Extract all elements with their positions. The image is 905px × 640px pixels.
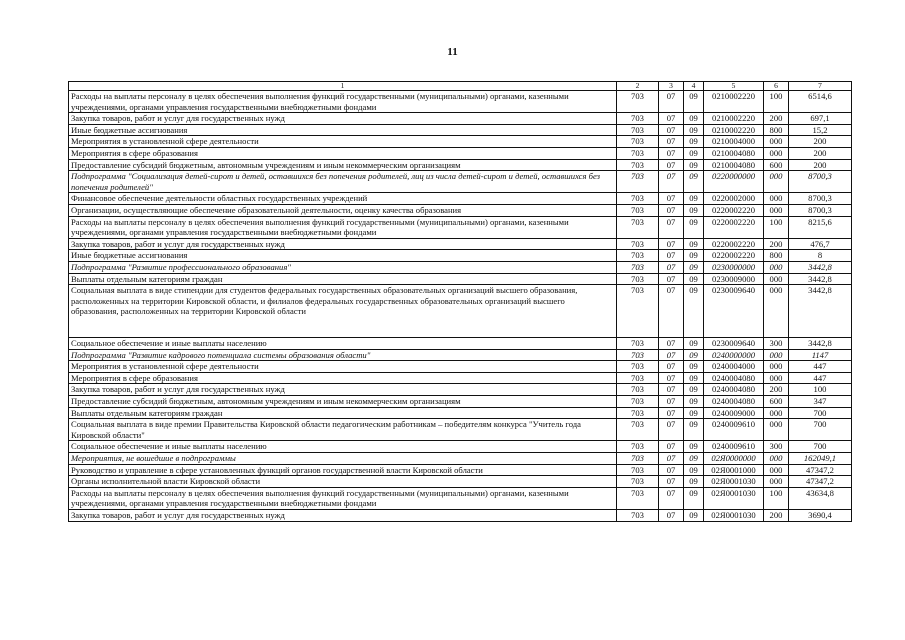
row-expense-type-cell: 200 (764, 238, 789, 250)
header-cell: 4 (684, 82, 704, 91)
row-target-article-cell: 02Я0001030 (704, 476, 764, 488)
row-name-cell: Руководство и управление в сфере установленных функций органов государственной власти Кировской области (69, 464, 617, 476)
row-target-article-cell: 02Я0001030 (704, 487, 764, 509)
table-row (69, 338, 852, 350)
row-section-cell: 07 (659, 476, 684, 488)
row-expense-type-cell: 800 (764, 250, 789, 262)
row-grbs-cell: 703 (617, 193, 659, 205)
row-target-article-cell: 0240009610 (704, 441, 764, 453)
row-subsection-cell: 09 (684, 273, 704, 285)
row-expense-type-cell: 000 (764, 372, 789, 384)
row-amount-cell: 1147 (789, 349, 852, 361)
row-section-cell: 07 (659, 238, 684, 250)
row-section-cell: 07 (659, 124, 684, 136)
row-section-cell: 07 (659, 407, 684, 419)
row-expense-type-cell: 200 (764, 113, 789, 125)
table-row (69, 476, 852, 488)
row-expense-type-cell: 000 (764, 419, 789, 441)
row-amount-cell: 697,1 (789, 113, 852, 125)
row-expense-type-cell: 000 (764, 361, 789, 373)
row-grbs-cell: 703 (617, 453, 659, 465)
row-grbs-cell: 703 (617, 204, 659, 216)
row-expense-type-cell: 000 (764, 261, 789, 273)
header-cell: 6 (764, 82, 789, 91)
row-grbs-cell: 703 (617, 487, 659, 509)
row-target-article-cell: 0220000000 (704, 171, 764, 193)
row-expense-type-cell: 100 (764, 91, 789, 113)
row-name-cell: Организации, осуществляющие обеспечение образовательной деятельности, оценку качества образования (69, 204, 617, 216)
row-target-article-cell: 0240004000 (704, 361, 764, 373)
row-amount-cell: 3442,8 (789, 273, 852, 285)
row-amount-cell: 3442,8 (789, 261, 852, 273)
row-subsection-cell: 09 (684, 349, 704, 361)
table-row (69, 171, 852, 193)
row-grbs-cell: 703 (617, 384, 659, 396)
table-row (69, 487, 852, 509)
row-name-cell: Выплаты отдельным категориям граждан (69, 407, 617, 419)
row-name-cell: Предоставление субсидий бюджетным, автономным учреждениям и иным некоммерческим организациям (69, 396, 617, 408)
row-target-article-cell: 0230000000 (704, 261, 764, 273)
table-row (69, 204, 852, 216)
row-grbs-cell: 703 (617, 441, 659, 453)
row-grbs-cell: 703 (617, 171, 659, 193)
row-amount-cell: 3442,8 (789, 285, 852, 338)
row-grbs-cell: 703 (617, 510, 659, 522)
row-subsection-cell: 09 (684, 285, 704, 338)
row-expense-type-cell: 000 (764, 147, 789, 159)
table-row (69, 396, 852, 408)
row-target-article-cell: 0230009640 (704, 338, 764, 350)
row-name-cell: Закупка товаров, работ и услуг для государственных нужд (69, 238, 617, 250)
row-name-cell: Социальная выплата в виде стипендии для студентов федеральных государственных образовательных организаций высшего образования, расположенных на территории Кировской области, и филиалов федеральных государственных образовательных организаций высшего образования, расположенных на территории Кировской области (69, 285, 617, 338)
table-row (69, 124, 852, 136)
row-expense-type-cell: 600 (764, 396, 789, 408)
row-grbs-cell: 703 (617, 396, 659, 408)
header-row (69, 82, 852, 91)
row-amount-cell: 8 (789, 250, 852, 262)
table-row (69, 273, 852, 285)
row-target-article-cell: 0210004080 (704, 159, 764, 171)
row-grbs-cell: 703 (617, 124, 659, 136)
row-amount-cell: 100 (789, 384, 852, 396)
header-cell: 7 (789, 82, 852, 91)
row-section-cell: 07 (659, 384, 684, 396)
row-grbs-cell: 703 (617, 250, 659, 262)
table-row (69, 159, 852, 171)
row-target-article-cell: 0210002220 (704, 124, 764, 136)
header-cell: 1 (69, 82, 617, 91)
row-subsection-cell: 09 (684, 372, 704, 384)
row-expense-type-cell: 000 (764, 349, 789, 361)
row-amount-cell: 3690,4 (789, 510, 852, 522)
row-section-cell: 07 (659, 193, 684, 205)
row-section-cell: 07 (659, 453, 684, 465)
row-section-cell: 07 (659, 396, 684, 408)
row-target-article-cell: 0220002220 (704, 204, 764, 216)
row-subsection-cell: 09 (684, 476, 704, 488)
row-name-cell: Закупка товаров, работ и услуг для государственных нужд (69, 384, 617, 396)
row-name-cell: Мероприятия в сфере образования (69, 372, 617, 384)
budget-table (68, 81, 852, 522)
row-amount-cell: 700 (789, 441, 852, 453)
row-target-article-cell: 0240009000 (704, 407, 764, 419)
row-grbs-cell: 703 (617, 273, 659, 285)
row-amount-cell: 3442,8 (789, 338, 852, 350)
row-grbs-cell: 703 (617, 464, 659, 476)
row-subsection-cell: 09 (684, 113, 704, 125)
table-row (69, 216, 852, 238)
row-target-article-cell: 0210004080 (704, 147, 764, 159)
header-cell: 5 (704, 82, 764, 91)
row-expense-type-cell: 000 (764, 464, 789, 476)
row-expense-type-cell: 000 (764, 285, 789, 338)
table-row (69, 136, 852, 148)
row-name-cell: Расходы на выплаты персоналу в целях обеспечения выполнения функций государственными (муниципальными) органами, казенными учреждениями, органами управления государственными внебюджетными фондами (69, 91, 617, 113)
row-target-article-cell: 0220002000 (704, 193, 764, 205)
row-amount-cell: 447 (789, 372, 852, 384)
row-subsection-cell: 09 (684, 238, 704, 250)
row-target-article-cell: 0230009640 (704, 285, 764, 338)
row-section-cell: 07 (659, 136, 684, 148)
row-amount-cell: 476,7 (789, 238, 852, 250)
row-subsection-cell: 09 (684, 407, 704, 419)
row-target-article-cell: 0230009000 (704, 273, 764, 285)
row-grbs-cell: 703 (617, 338, 659, 350)
row-section-cell: 07 (659, 487, 684, 509)
row-name-cell: Закупка товаров, работ и услуг для государственных нужд (69, 113, 617, 125)
row-expense-type-cell: 000 (764, 453, 789, 465)
row-section-cell: 07 (659, 113, 684, 125)
row-target-article-cell: 02Я0001000 (704, 464, 764, 476)
row-grbs-cell: 703 (617, 419, 659, 441)
row-name-cell: Мероприятия в сфере образования (69, 147, 617, 159)
row-section-cell: 07 (659, 91, 684, 113)
page-number: 11 (447, 46, 458, 58)
row-subsection-cell: 09 (684, 487, 704, 509)
row-amount-cell: 447 (789, 361, 852, 373)
row-section-cell: 07 (659, 372, 684, 384)
table-row (69, 147, 852, 159)
row-section-cell: 07 (659, 204, 684, 216)
row-section-cell: 07 (659, 216, 684, 238)
row-subsection-cell: 09 (684, 261, 704, 273)
row-amount-cell: 700 (789, 419, 852, 441)
row-name-cell: Иные бюджетные ассигнования (69, 250, 617, 262)
row-grbs-cell: 703 (617, 361, 659, 373)
row-section-cell: 07 (659, 464, 684, 476)
table-row (69, 361, 852, 373)
row-expense-type-cell: 800 (764, 124, 789, 136)
row-target-article-cell: 0220002220 (704, 250, 764, 262)
row-subsection-cell: 09 (684, 361, 704, 373)
row-amount-cell: 43634,8 (789, 487, 852, 509)
row-amount-cell: 347 (789, 396, 852, 408)
row-expense-type-cell: 200 (764, 384, 789, 396)
row-section-cell: 07 (659, 171, 684, 193)
row-amount-cell: 162049,1 (789, 453, 852, 465)
row-expense-type-cell: 000 (764, 476, 789, 488)
header-cell: 3 (659, 82, 684, 91)
row-grbs-cell: 703 (617, 216, 659, 238)
row-expense-type-cell: 100 (764, 216, 789, 238)
row-target-article-cell: 0220002220 (704, 216, 764, 238)
table-row (69, 349, 852, 361)
row-name-cell: Мероприятия в установленной сфере деятельности (69, 361, 617, 373)
table-row (69, 419, 852, 441)
row-name-cell: Закупка товаров, работ и услуг для государственных нужд (69, 510, 617, 522)
table-row (69, 113, 852, 125)
row-expense-type-cell: 000 (764, 193, 789, 205)
row-expense-type-cell: 000 (764, 204, 789, 216)
row-name-cell: Социальная выплата в виде премии Правительства Кировской области педагогическим работникам – победителям конкурса "Учитель года Кировской области" (69, 419, 617, 441)
row-name-cell: Органы исполнительной власти Кировской области (69, 476, 617, 488)
row-section-cell: 07 (659, 349, 684, 361)
row-section-cell: 07 (659, 261, 684, 273)
row-expense-type-cell: 300 (764, 338, 789, 350)
row-subsection-cell: 09 (684, 338, 704, 350)
table-row (69, 464, 852, 476)
row-name-cell: Мероприятия в установленной сфере деятельности (69, 136, 617, 148)
row-subsection-cell: 09 (684, 91, 704, 113)
row-target-article-cell: 02Я0000000 (704, 453, 764, 465)
table-row (69, 407, 852, 419)
row-grbs-cell: 703 (617, 113, 659, 125)
row-expense-type-cell: 000 (764, 273, 789, 285)
table-row (69, 285, 852, 338)
table-row (69, 441, 852, 453)
row-amount-cell: 15,2 (789, 124, 852, 136)
row-grbs-cell: 703 (617, 238, 659, 250)
table-row (69, 250, 852, 262)
row-grbs-cell: 703 (617, 476, 659, 488)
row-section-cell: 07 (659, 361, 684, 373)
row-name-cell: Выплаты отдельным категориям граждан (69, 273, 617, 285)
row-section-cell: 07 (659, 285, 684, 338)
row-section-cell: 07 (659, 147, 684, 159)
row-target-article-cell: 0240004080 (704, 396, 764, 408)
row-expense-type-cell: 200 (764, 510, 789, 522)
row-grbs-cell: 703 (617, 147, 659, 159)
row-expense-type-cell: 000 (764, 407, 789, 419)
row-section-cell: 07 (659, 250, 684, 262)
header-cell: 2 (617, 82, 659, 91)
row-amount-cell: 700 (789, 407, 852, 419)
row-section-cell: 07 (659, 441, 684, 453)
row-subsection-cell: 09 (684, 204, 704, 216)
row-amount-cell: 8700,3 (789, 193, 852, 205)
row-grbs-cell: 703 (617, 91, 659, 113)
row-amount-cell: 8700,3 (789, 171, 852, 193)
table-row (69, 193, 852, 205)
row-expense-type-cell: 000 (764, 136, 789, 148)
row-name-cell: Подпрограмма "Развитие кадрового потенциала системы образования области" (69, 349, 617, 361)
row-target-article-cell: 0240000000 (704, 349, 764, 361)
row-section-cell: 07 (659, 510, 684, 522)
row-grbs-cell: 703 (617, 407, 659, 419)
row-subsection-cell: 09 (684, 384, 704, 396)
row-section-cell: 07 (659, 338, 684, 350)
row-subsection-cell: 09 (684, 453, 704, 465)
table-row (69, 453, 852, 465)
row-subsection-cell: 09 (684, 193, 704, 205)
row-target-article-cell: 02Я0001030 (704, 510, 764, 522)
row-subsection-cell: 09 (684, 419, 704, 441)
row-amount-cell: 6514,6 (789, 91, 852, 113)
row-grbs-cell: 703 (617, 372, 659, 384)
row-amount-cell: 200 (789, 136, 852, 148)
row-subsection-cell: 09 (684, 396, 704, 408)
row-grbs-cell: 703 (617, 159, 659, 171)
table-row (69, 510, 852, 522)
row-target-article-cell: 0220002220 (704, 238, 764, 250)
row-subsection-cell: 09 (684, 464, 704, 476)
row-amount-cell: 8700,3 (789, 204, 852, 216)
row-section-cell: 07 (659, 273, 684, 285)
row-subsection-cell: 09 (684, 136, 704, 148)
row-target-article-cell: 0210002220 (704, 113, 764, 125)
row-expense-type-cell: 000 (764, 171, 789, 193)
row-amount-cell: 200 (789, 159, 852, 171)
row-grbs-cell: 703 (617, 261, 659, 273)
row-target-article-cell: 0240009610 (704, 419, 764, 441)
row-name-cell: Мероприятия, не вошедшие в подпрограммы (69, 453, 617, 465)
table-row (69, 372, 852, 384)
row-subsection-cell: 09 (684, 250, 704, 262)
row-name-cell: Социальное обеспечение и иные выплаты населению (69, 338, 617, 350)
row-name-cell: Иные бюджетные ассигнования (69, 124, 617, 136)
row-subsection-cell: 09 (684, 171, 704, 193)
row-target-article-cell: 0240004080 (704, 384, 764, 396)
row-amount-cell: 47347,2 (789, 476, 852, 488)
row-amount-cell: 47347,2 (789, 464, 852, 476)
row-section-cell: 07 (659, 419, 684, 441)
table-row (69, 384, 852, 396)
row-expense-type-cell: 100 (764, 487, 789, 509)
row-subsection-cell: 09 (684, 159, 704, 171)
row-subsection-cell: 09 (684, 216, 704, 238)
row-target-article-cell: 0210002220 (704, 91, 764, 113)
row-grbs-cell: 703 (617, 349, 659, 361)
row-name-cell: Социальное обеспечение и иные выплаты населению (69, 441, 617, 453)
row-subsection-cell: 09 (684, 441, 704, 453)
row-name-cell: Расходы на выплаты персоналу в целях обеспечения выполнения функций государственными (муниципальными) органами, казенными учреждениями, органами управления государственными внебюджетными фондами (69, 487, 617, 509)
row-grbs-cell: 703 (617, 136, 659, 148)
row-name-cell: Предоставление субсидий бюджетным, автономным учреждениям и иным некоммерческим организациям (69, 159, 617, 171)
row-expense-type-cell: 300 (764, 441, 789, 453)
row-section-cell: 07 (659, 159, 684, 171)
row-amount-cell: 200 (789, 147, 852, 159)
row-target-article-cell: 0240004080 (704, 372, 764, 384)
row-subsection-cell: 09 (684, 147, 704, 159)
row-name-cell: Подпрограмма "Развитие профессионального образования" (69, 261, 617, 273)
row-subsection-cell: 09 (684, 510, 704, 522)
row-amount-cell: 8215,6 (789, 216, 852, 238)
row-expense-type-cell: 600 (764, 159, 789, 171)
table-row (69, 91, 852, 113)
row-name-cell: Расходы на выплаты персоналу в целях обеспечения выполнения функций государственными (муниципальными) органами, казенными учреждениями, органами управления государственными внебюджетными фондами (69, 216, 617, 238)
row-target-article-cell: 0210004000 (704, 136, 764, 148)
table-row (69, 261, 852, 273)
row-name-cell: Подпрограмма "Социализация детей-сирот и детей, оставшихся без попечения родителей, лиц из числа детей-сирот и детей, оставшихся без попечения родителей" (69, 171, 617, 193)
row-grbs-cell: 703 (617, 285, 659, 338)
row-name-cell: Финансовое обеспечение деятельности областных государственных учреждений (69, 193, 617, 205)
row-subsection-cell: 09 (684, 124, 704, 136)
table-row (69, 238, 852, 250)
